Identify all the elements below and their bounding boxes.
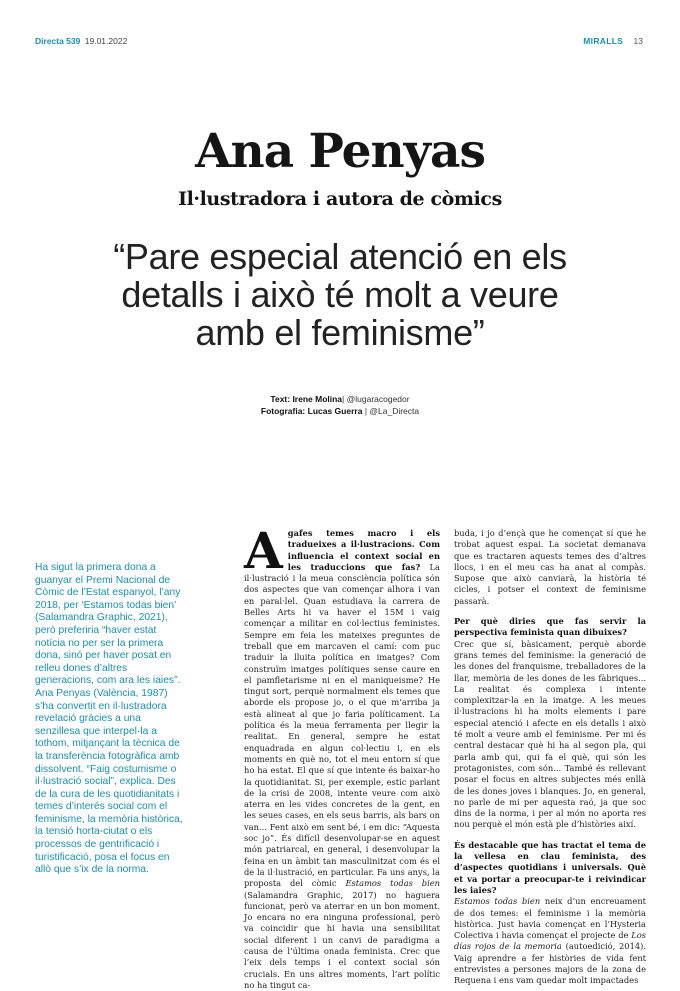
body-column-1 [244,521,441,991]
photo-credit: Fotografia: Lucas Guerra | @La_Directa [260,406,420,416]
interviewee-name: Ana Penyas [195,124,485,179]
masthead-left [35,36,127,46]
answer-1-cont: (Salamandra Graphic, 2017) no haguera funcionat, però va aterrar en un bon moment. Jo encara no era ninguna professional, però va coincidir que hi havia una sensibilitat social diferent i un canvi de paradigma a causa de l’última onada feminista. Crec que l’eix dels temps i el context social són crucials. En uns altres moments, l’art polític no ha tingut ca- [244,889,440,990]
answer-3: Estamos todas bien neix d’un encreuament de dos temes: el feminisme i la memòria històrica. Just havia començat en l’Hysteria Colectiva i havia començat el projecte de Los días rojos de la memoria (autoedició, 2014). Vaig aprendre a fer històries de vida fent entrevistes a persones majors de la zona de Requena i ens vam quedar molt impactades [454,896,647,986]
answer-1: La il·lustració i la meua consciència política són dos aspectes que van començar alhora i van en paral·lel. Quan estudiava la carrera de Belles Arts hi va haver el 15M i vaig començar a militar en col·lectius feministes. Sempre em feia les mateixes preguntes de treball que em marcaven el camí: com puc traduir la lluita política en imatges? Com construïm imatges polítiques sense caure en el pamfletarisme ni en el maniqueisme? He tingut sort, perquè normalment els temes que aborde els propose jo, o el que m’arriba ja està alineat al que jo faria políticament. La política és la meua ferramenta per llegir la realitat. En general, sempre he estat enquadrada en algun col·lectiu i, en els moments en què no, tot el meu entorn sí que ho ha estat. El que sí que intente és baixar-ho la quotidianitat. Si, per exemple, estic parlant de la crisi de 2008, intente veure com això aterra en les vides concretes de la gent, en les seues cases, en els seus barris, als bars on van... Fent això em sent bé, i em dic: “Aquesta soc jo”. És difícil desenvolupar-se en aquest món patriarcal, en general, i desenvolupar la feina en un àmbit tan masculinitzat com és el de la il·lustració, en particular. Fa uns anys, la proposta del còmic [244,561,441,889]
question-3: És destacable que has tractat el tema de la vellesa en clau feminista, des d’aspectes quotidians i universals. Què et va portar a preocupar-te i reivindicar les iaies? [454,839,646,895]
issue-date: 19.01.2022 [84,36,128,46]
text-credit: Text: Irene Molina| @lugaracogedor [270,394,410,404]
byline [0,393,680,417]
interviewee-role: Il·lustradora i autora de còmics [178,188,502,210]
book-title: Estamos todas bien [345,878,441,889]
answer-1-end: buda, i jo d’ençà que he començat sí que he trobat aquest espai. La societat demanava que es tractaren aquests temes des d’altres llocs, i en el meu cas ha anat al compàs. Supose que això canviarà, la història té cicles, i potser el context de feminisme passarà. [454,528,646,606]
headline-quote: “Pare especial atenció en els detalls i això té molt a veure amb el feminisme” [113,236,567,353]
article-deck: Ha sigut la primera dona a guanyar el Premi Nacional de Còmic de l’Estat espanyol, l’any 2018, per ‘Estamos todas bien’ (Salamandra Graphic, 2021), però preferiria “haver estat notícia no per ser la primera dona, sinó per haver posat en relleu dones d’altres generacions, com ara les iaies”. Ana Penyas (València, 1987) s’ha convertit en il·lustradora revelació gràcies a una senzillesa que interpel·la a tothom, mitjançant la tècnica de la transferència fotogràfica amb dissolvent. “Faig costumisme o il·lustració social”, explica. Des de la cura de les quotidianitats i temes d’interés social com el feminisme, la memòria històrica, la tensió horta-ciutat o els processos de gentrificació i turistificació, posa el focus en allò que s’ix de la norma. [35,562,183,876]
question-2: Per què diries que fas servir la perspectiva feminista quan dibuixes? [454,616,646,638]
page-number: 13 [633,36,643,46]
masthead-right [583,36,643,46]
drop-cap: A [244,521,283,580]
publication-name: Directa 539 [35,36,81,46]
question-1: gafes temes macro i els tradueixes a il·lustracions. Com influencia el context social en les traduccions que fas? [287,528,440,572]
section-name: MIRALLS [583,36,624,46]
answer-2: Crec que sí, bàsicament, perquè aborde grans temes del feminisme: la generació de les dones del franquisme, treballadores de la llar, memòria de les dones de les fàbriques... La realitat és complexa i intente complexitzar-la en la imatge. A les meues il·lustracions hi ha molts elements i pare especial atenció i afecte en els detalls i això té molt a veure amb el feminisme. Per mi és central destacar què hi ha al segon pla, qui parla amb qui, qui fa el què, qui són les protagonistes, com són... També és rellevant posar el focus en altres subjectes més enllà de les dones joves i blanques. Jo, en general, no parle de mi per aquesta raó, ja que soc dins de la norma, i per al món no aporta res nou perquè el món està ple d’històries així. [454,638,646,830]
body-column-2 [454,528,646,987]
